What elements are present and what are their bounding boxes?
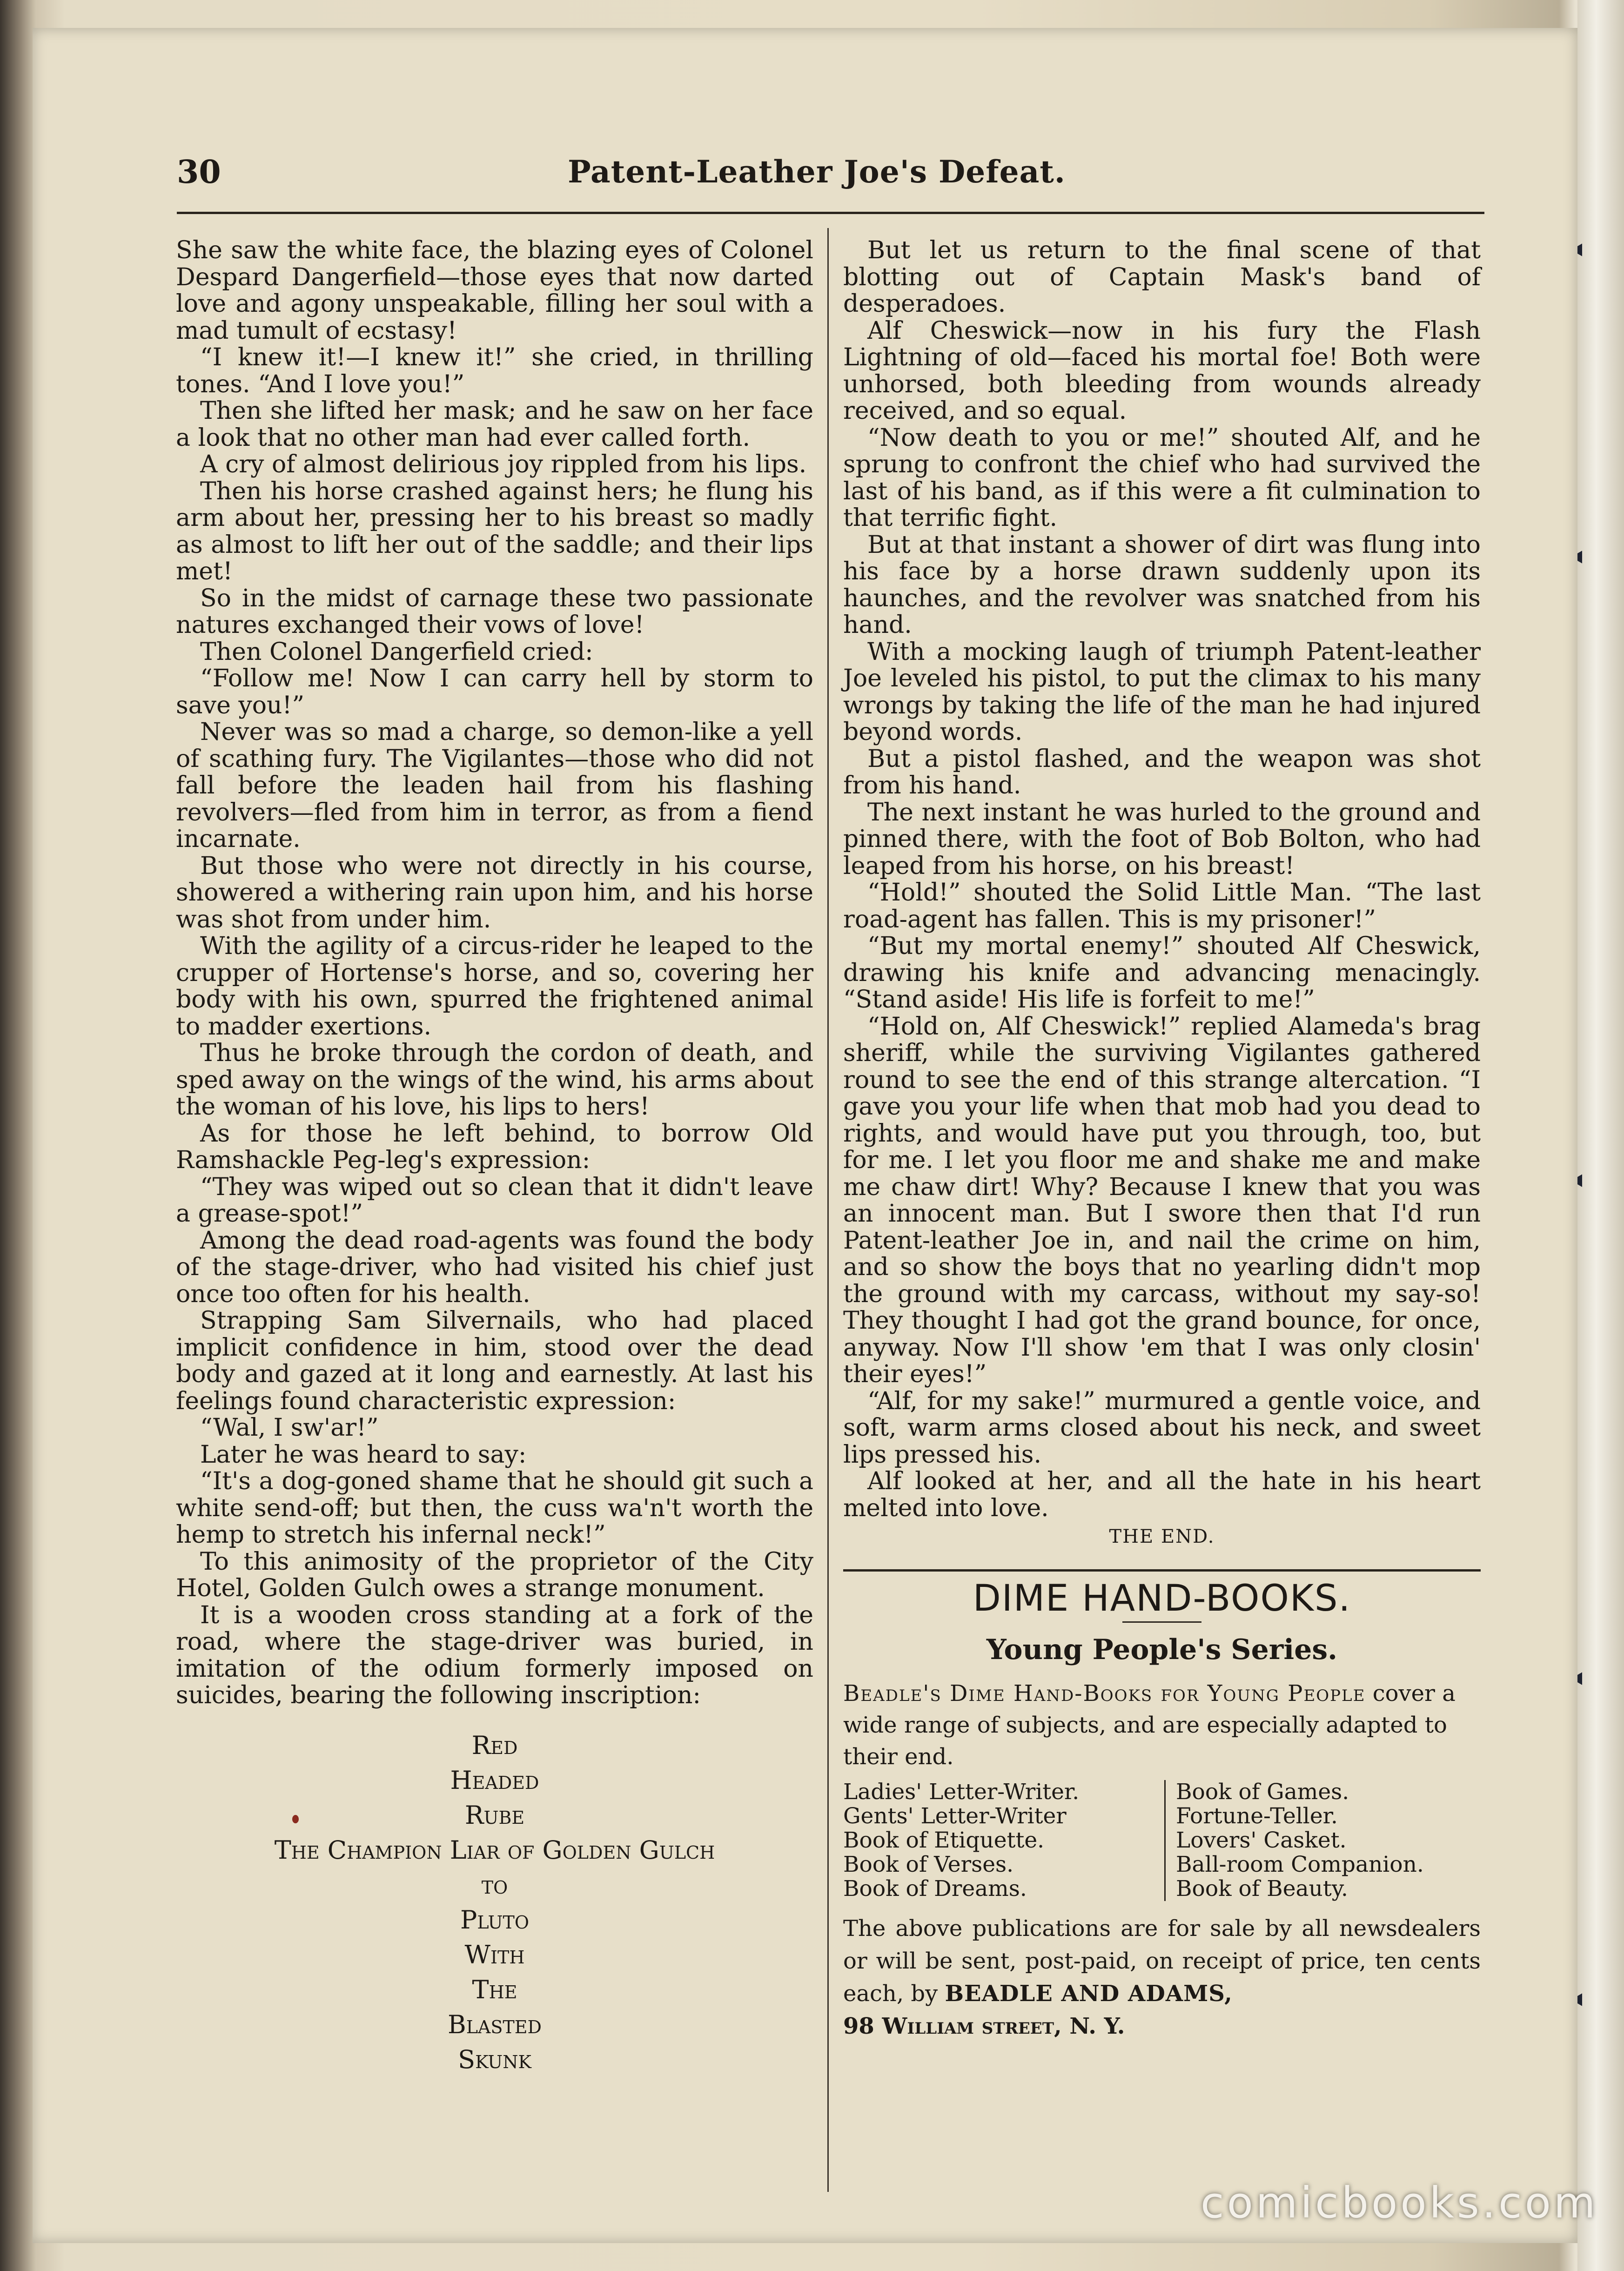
paragraph: Later he was heard to say:	[200, 1440, 527, 1469]
inscription-line: Blasted	[448, 2009, 542, 2039]
ad-intro-rest: cover a wide range of subjects, and are especially adapted to their end.	[843, 1680, 1456, 1770]
inscription-line: The	[472, 1975, 517, 2004]
paragraph: To this animosity of the proprietor of the City Hotel, Golden Gulch owes a strange monument.	[176, 1547, 813, 1602]
book-title: Ladies' Letter-Writer.	[843, 1779, 1080, 1805]
book-title: Book of Games.	[1176, 1779, 1349, 1805]
ad-footer	[843, 1912, 1481, 2043]
paragraph: She saw the white face, the blazing eyes of Colonel Despard Dangerfield—those eyes that now darted love and agony unspeakable, filling her soul with a mad tumult of ecstasy!	[176, 236, 813, 345]
site-watermark: comicbooks.com	[1201, 2178, 1598, 2228]
book-title: Book of Dreams.	[843, 1875, 1027, 1901]
paragraph: Among the dead road-agents was found the body of the stage-driver, who had visited his chief just once too often for his health.	[176, 1226, 813, 1308]
paragraph: Then she lifted her mask; and he saw on her face a look that no other man had ever called forth.	[176, 397, 813, 452]
inscription-line: The Champion Liar of Golden Gulch	[274, 1835, 715, 1865]
book-title: Ball-room Companion.	[1176, 1851, 1424, 1877]
inscription-line: Rube	[464, 1800, 525, 1830]
cross-inscription	[176, 1728, 813, 2077]
paragraph: Then his horse crashed against hers; he flung his arm about her, pressing her to his breast so madly as almost to lift her out of the saddle; and their lips met!	[176, 477, 813, 585]
book-list	[843, 1780, 1481, 1901]
inscription-line: Headed	[450, 1765, 539, 1795]
paragraph: “I knew it!—I knew it!” she cried, in thrilling tones. “And I love you!”	[176, 343, 813, 398]
ad-title: DIME HAND-BOOKS.	[973, 1577, 1351, 1619]
the-end-label: THE END.	[1109, 1526, 1215, 1547]
book-title: Lovers' Casket.	[1176, 1827, 1347, 1853]
paragraph: But at that instant a shower of dirt was flung into his face by a horse drawn suddenly upon its haunches, and the revolver was snatched from his hand.	[843, 531, 1481, 639]
inscription-line: With	[464, 1940, 525, 1969]
ad-title-rule	[1122, 1621, 1201, 1623]
publisher-name: BEADLE AND ADAMS,	[945, 1980, 1233, 2007]
paragraph: So in the midst of carnage these two passionate natures exchanged their vows of love!	[176, 584, 813, 639]
paragraph: With a mocking laugh of triumph Patent-leather Joe leveled his pistol, to put the climax to his many wrongs by taking the life of the man he had injured beyond words.	[843, 638, 1481, 746]
paragraph: But those who were not directly in his course, showered a withering rain upon him, and his horse was shot from under him.	[176, 852, 813, 934]
paragraph: The next instant he was hurled to the ground and pinned there, with the foot of Bob Bolton, who had leaped from his horse, on his breast!	[843, 798, 1481, 880]
paragraph: “Hold on, Alf Cheswick!” replied Alameda's brag sheriff, while the surviving Vigilantes gathered round to see the end of this strange altercation. “I gave you your life when that mob had you dead to rights, and would have put you through, too, but for me. I let you floor me and shake me and make me chaw dirt! Why? Because I knew that you was an innocent man. But I swore then that I'd run Patent-leather Joe in, and nail the crime on him, and so show the boys that no yearling didn't mop the ground with my carcass, without my say-so! They thought I had got the grand bounce, for once, anyway. Now I'll show 'em that I was only closin' their eyes!”	[843, 1012, 1481, 1388]
header-rule	[177, 212, 1484, 214]
paragraph: A cry of almost delirious joy rippled from his lips.	[200, 450, 807, 478]
left-column	[176, 237, 813, 2077]
paragraph: “But my mortal enemy!” shouted Alf Cheswick, drawing his knife and advancing menacingly. “Stand aside! His life is forfeit to me!”	[843, 932, 1481, 1014]
page-number: 30	[177, 154, 221, 191]
paragraph: But let us return to the final scene of that blotting out of Captain Mask's band of desperadoes.	[843, 236, 1481, 318]
inscription-line: Skunk	[458, 2044, 531, 2074]
inscription-line: Red	[471, 1730, 518, 1760]
running-title: Patent-Leather Joe's Defeat.	[568, 154, 1066, 190]
publisher-address: 98 William street, N. Y.	[843, 2013, 1125, 2039]
paragraph: But a pistol flashed, and the weapon was shot from his hand.	[843, 745, 1481, 800]
inscription-line: Pluto	[460, 1905, 529, 1935]
paragraph: Never was so mad a charge, so demon-like a yell of scathing fury. The Vigilantes—those who did not fall before the leaden hail from his flashing revolvers—fled from him in terror, as from a fiend incarnate.	[176, 718, 813, 853]
ad-intro-caps: Beadle's Dime Hand-Books for Young People	[843, 1680, 1366, 1707]
ad-subtitle: Young People's Series.	[986, 1633, 1338, 1666]
paragraph: Alf Cheswick—now in his fury the Flash Lightning of old—faced his mortal foe! Both were unhorsed, both bleeding from wounds already received, and so equal.	[843, 316, 1481, 425]
book-title: Fortune-Teller.	[1176, 1803, 1338, 1829]
book-list-right	[1166, 1780, 1424, 1901]
paragraph: Thus he broke through the cordon of death, and sped away on the wings of the wind, his arms about the woman of his love, his lips to hers!	[176, 1039, 813, 1121]
paragraph: As for those he left behind, to borrow Old Ramshackle Peg-leg's expression:	[176, 1119, 813, 1174]
paragraph: “Follow me! Now I can carry hell by storm to save you!”	[176, 665, 813, 719]
right-column	[843, 237, 1481, 2043]
ink-smudge	[292, 1815, 299, 1823]
book-title: Book of Beauty.	[1176, 1875, 1348, 1901]
book-title: Book of Etiquette.	[843, 1827, 1045, 1853]
ad-footer-text: The above publications are for sale by all newsdealers or will be sent, post-paid, on receipt of price, ten cents each, by	[843, 1915, 1481, 2007]
paragraph: “Hold!” shouted the Solid Little Man. “The last road-agent has fallen. This is my prisoner!”	[843, 879, 1481, 934]
advertisement-rule	[843, 1569, 1481, 1572]
paragraph: Alf looked at her, and all the hate in his heart melted into love.	[843, 1467, 1481, 1522]
advertisement	[843, 1577, 1481, 2043]
page-header	[144, 154, 1489, 205]
paragraph: “They was wiped out so clean that it didn't leave a grease-spot!”	[176, 1173, 813, 1228]
paragraph: Strapping Sam Silvernails, who had placed implicit confidence in him, stood over the dead body and gazed at it long and earnestly. At last his feelings found characteristic expression:	[176, 1307, 813, 1415]
paragraph: With the agility of a circus-rider he leaped to the crupper of Hortense's horse, and so, covering her body with his own, spurred the frightened animal to madder exertions.	[176, 932, 813, 1041]
paragraph: “Alf, for my sake!” murmured a gentle voice, and soft, warm arms closed about his neck, and sweet lips pressed his.	[843, 1387, 1481, 1469]
paragraph: It is a wooden cross standing at a fork of the road, where the stage-driver was buried, in imitation of the odium formerly imposed on suicides, bearing the following inscription:	[176, 1601, 813, 1709]
paragraph: “Wal, I sw'ar!”	[200, 1414, 379, 1442]
book-title: Gents' Letter-Writer	[843, 1803, 1067, 1829]
column-divider	[827, 228, 829, 2192]
inscription-line: to	[481, 1870, 508, 1900]
paragraph: “It's a dog-goned shame that he should git such a white send-off; but then, the cuss wa'n't worth the hemp to stretch his infernal neck!”	[176, 1467, 813, 1549]
ad-intro	[843, 1678, 1481, 1773]
book-title: Book of Verses.	[843, 1851, 1014, 1877]
book-list-left	[843, 1780, 1166, 1901]
paragraph: “Now death to you or me!” shouted Alf, and he sprung to confront the chief who had survived the last of his band, as if this were a fit culmination to that terrific fight.	[843, 423, 1481, 532]
paragraph: Then Colonel Dangerfield cried:	[200, 638, 593, 666]
